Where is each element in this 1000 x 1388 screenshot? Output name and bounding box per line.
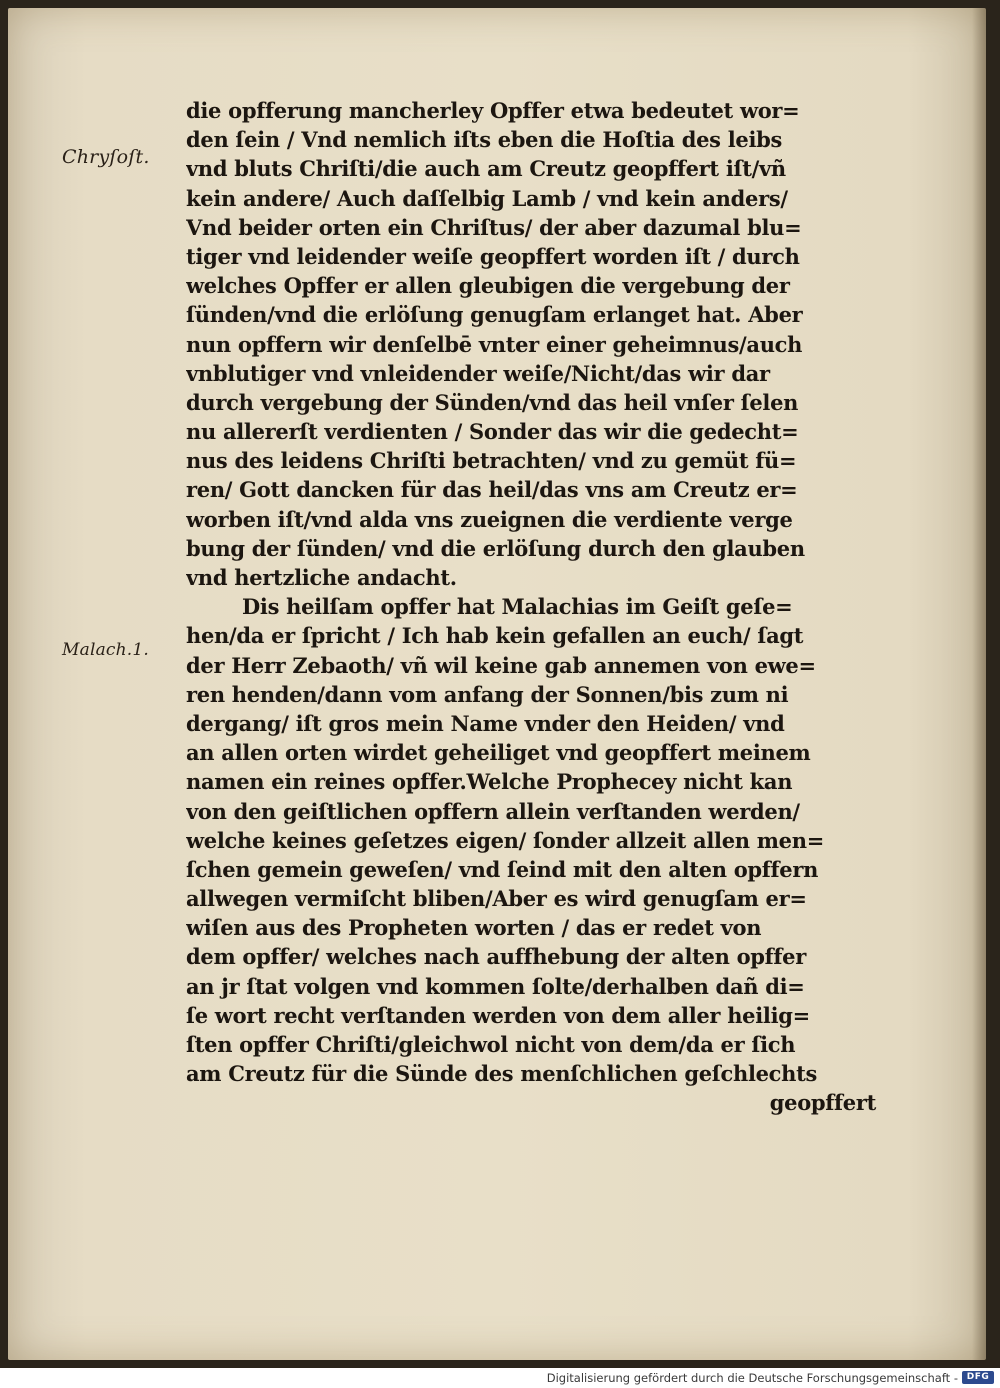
text-line: ſchen gemein geweſen/ vnd ſeind mit den alten opffern (186, 856, 819, 882)
text-line: ren/ Gott dancken für das heil/das vns am Creutz er= (186, 477, 798, 503)
text-line: allwegen vermiſcht bliben/Aber es wird genugſam er= (186, 886, 807, 912)
text-line: die opfferung mancherley Opffer etwa bedeutet wor= (186, 98, 800, 123)
body-text (186, 96, 886, 1118)
text-line: an allen orten wirdet geheiliget vnd geopffert meinem (186, 740, 811, 766)
text-line: nu allererſt verdienten / Sonder das wir die gedecht= (186, 419, 799, 445)
margin-note-chrysost: Chryſoſt. (62, 146, 150, 168)
text-line: ſe wort recht verſtanden werden von dem aller heilig= (186, 1002, 810, 1028)
text-line: Dis heilſam opffer hat Malachias im Geiſt geſe= (242, 594, 793, 620)
text-line: welche keines geſetzes eigen/ ſonder allzeit allen men= (186, 827, 824, 853)
text-line: bung der ſünden/ vnd die erlöſung durch den glauben (186, 535, 805, 561)
footer-bar (0, 1368, 1000, 1388)
margin-note-malach: Malach.1. (62, 640, 150, 660)
text-line: dem opffer/ welches nach auffhebung der alten opffer (186, 944, 806, 970)
text-line: ſten opffer Chriſti/gleichwol nicht von dem/da er ſich (186, 1032, 796, 1057)
text-line: vnd bluts Chriſti/die auch am Creutz geopffert iſt/vñ (186, 156, 786, 182)
text-line: von den geiſtlichen opffern allein verſtanden werden/ (186, 798, 800, 824)
text-line: hen/da er ſpricht / Ich hab kein gefallen an euch/ ſagt (186, 623, 804, 649)
text-line: wiſen aus des Propheten worten / das er redet von (186, 915, 762, 941)
text-line: vnd hertzliche andacht. (186, 565, 457, 590)
text-line: nus des leidens Chriſti betrachten/ vnd zu gemüt fü= (186, 448, 797, 474)
catchword: geopffert (769, 1090, 876, 1116)
text-line: am Creutz für die Sünde des menſchlichen geſchlechts (186, 1061, 818, 1087)
text-line: worben iſt/vnd alda vns zueignen die verdiente verge (186, 506, 793, 532)
text-line: den ſein / Vnd nemlich iſts eben die Hoſtia des leibs (186, 127, 783, 153)
text-line: ren henden/dann vom anfang der Sonnen/bis zum ni (186, 681, 789, 707)
text-line: Vnd beider orten ein Chriſtus/ der aber dazumal blu= (186, 214, 802, 240)
funding-notice: Digitalisierung gefördert durch die Deutsche Forschungsgemeinschaft - (546, 1371, 958, 1385)
text-line: nun opffern wir denſelbē vnter einer geheimnus/auch (186, 331, 803, 357)
text-line: welches Opffer er allen gleubigen die vergebung der (186, 273, 790, 299)
text-line: namen ein reines opffer.Welche Prophecey nicht kan (186, 769, 793, 795)
text-line: ſünden/vnd die erlöſung genugſam erlanget hat. Aber (186, 302, 803, 328)
text-line: an jr ſtat volgen vnd kommen ſolte/derhalben dañ di= (186, 973, 805, 999)
text-line: der Herr Zebaoth/ vñ wil keine gab annemen von ewe= (186, 652, 816, 678)
text-line: kein andere/ Auch daſſelbig Lamb / vnd kein anders/ (186, 185, 788, 211)
text-line: dergang/ iſt gros mein Name vnder den Heiden/ vnd (186, 710, 785, 736)
text-line: vnblutiger vnd vnleidender weiſe/Nicht/das wir dar (186, 360, 770, 386)
dfg-logo: DFG (962, 1371, 994, 1384)
text-line: durch vergebung der Sünden/vnd das heil vnſer ſelen (186, 389, 799, 415)
text-line: tiger vnd leidender weiſe geopffert worden iſt / durch (186, 243, 800, 269)
